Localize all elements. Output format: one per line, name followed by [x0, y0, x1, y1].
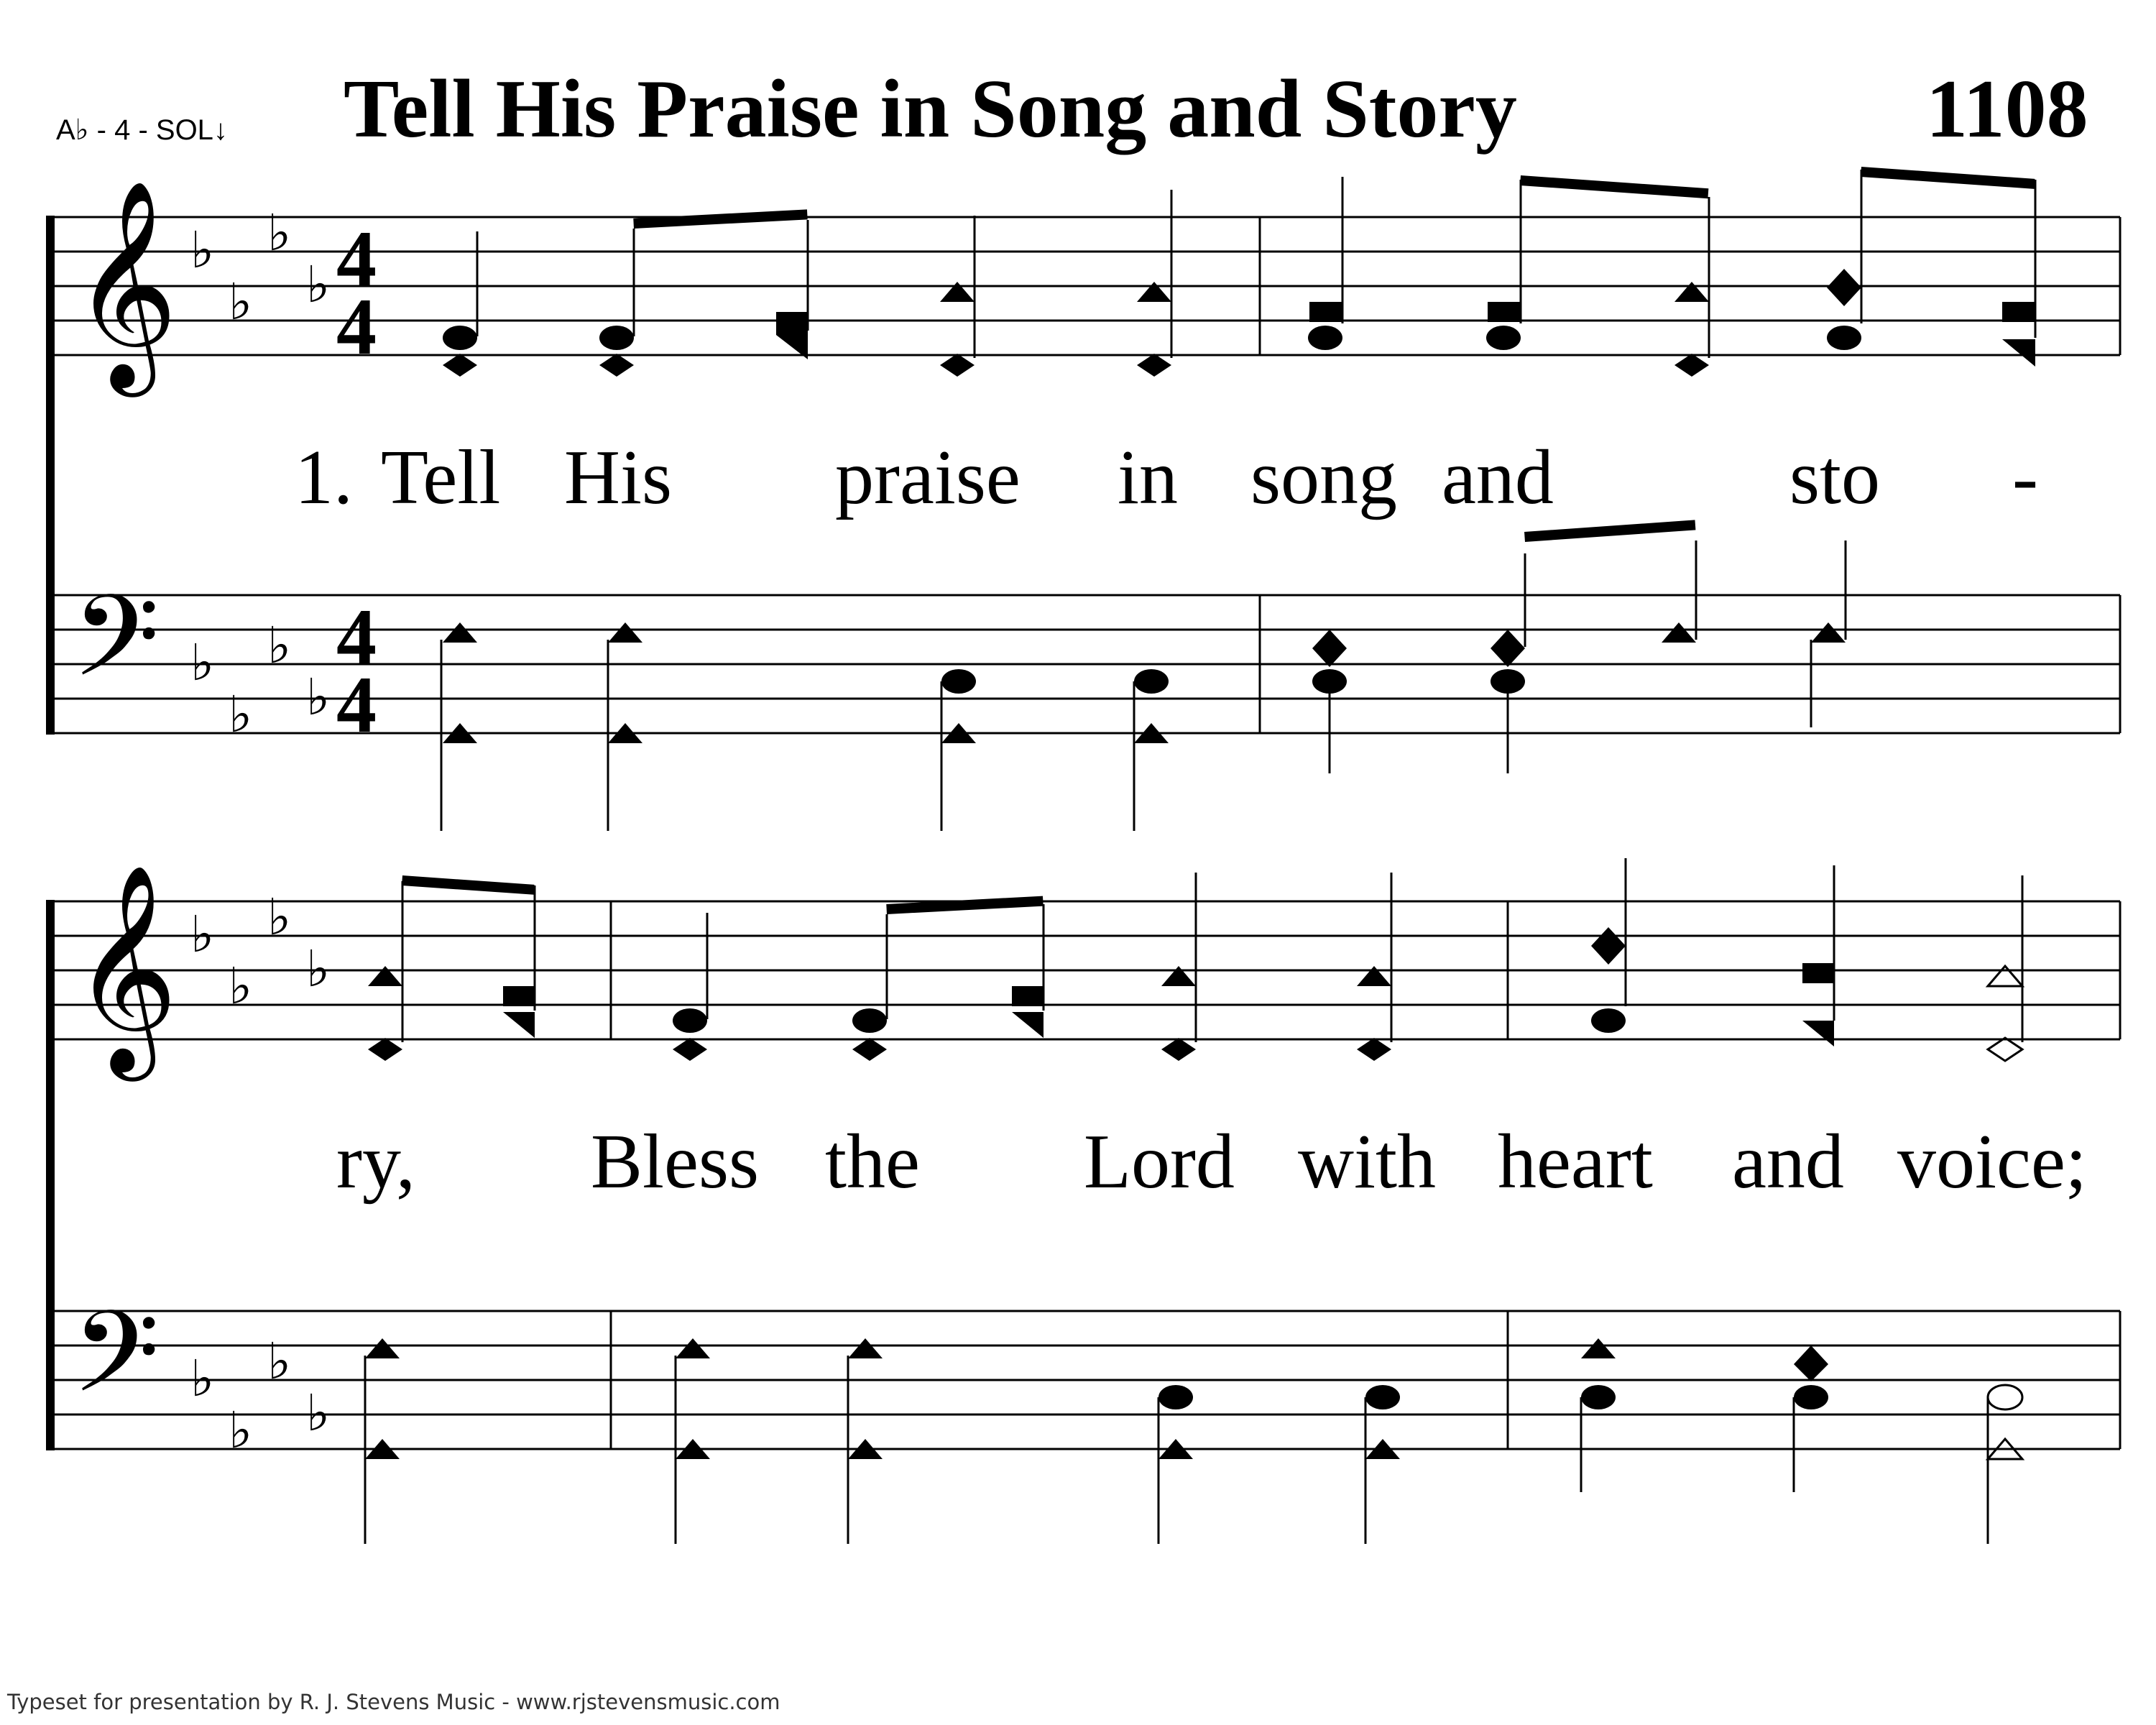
flat-sign: ♭	[306, 939, 331, 998]
bass-clef: 𝄢	[72, 571, 160, 730]
flat-sign: ♭	[267, 203, 292, 262]
flat-sign: ♭	[190, 1349, 215, 1408]
flat-sign: ♭	[229, 272, 253, 331]
flat-sign: ♭	[190, 221, 215, 280]
treble-clef: 𝄞	[72, 862, 178, 1072]
lyric-syllable: heart	[1498, 1119, 1653, 1205]
treble-clef: 𝄞	[72, 178, 178, 387]
key-info: A♭ - 4 - SOL↓	[56, 114, 228, 146]
system-1	[46, 167, 2120, 831]
bass-notes-3	[365, 1338, 2022, 1544]
time-signature-bottom: 4	[336, 661, 377, 750]
system-bracket	[46, 216, 55, 735]
flat-sign: ♭	[267, 888, 292, 947]
time-signature-top: 4	[336, 593, 377, 682]
flat-sign: ♭	[306, 1384, 331, 1443]
time-signature-bottom: 4	[336, 282, 377, 372]
hymn-number: 1108	[1926, 63, 2088, 155]
footer-credit: Typeset for presentation by R. J. Stevens Music - www.rjstevensmusic.com	[7, 1690, 780, 1714]
lyric-syllable: His	[564, 435, 673, 520]
flat-sign: ♭	[229, 1401, 253, 1460]
lyric-syllable: Tell	[381, 435, 501, 520]
flat-sign: ♭	[229, 685, 253, 744]
treble-notes-3	[368, 858, 2022, 1061]
flat-sign: ♭	[306, 668, 331, 727]
bass-clef: 𝄢	[72, 1287, 160, 1445]
lyric-hyphen: -	[2012, 435, 2038, 520]
bass-notes-2	[1312, 520, 1846, 773]
flat-sign: ♭	[306, 255, 331, 314]
flat-sign: ♭	[267, 1332, 292, 1391]
lyric-syllable: ry,	[336, 1119, 415, 1205]
flat-sign: ♭	[229, 957, 253, 1016]
lyric-syllable: voice;	[1897, 1119, 2087, 1205]
lyric-syllable: Lord	[1084, 1119, 1235, 1205]
lyric-syllable: the	[825, 1119, 920, 1205]
lyric-syllable: and	[1732, 1119, 1844, 1205]
lyric-syllable: with	[1298, 1119, 1437, 1205]
treble-notes-2	[1308, 167, 2035, 377]
flat-sign: ♭	[190, 905, 215, 964]
hymn-title: Tell His Praise in Song and Story	[344, 63, 1517, 155]
flat-sign: ♭	[190, 633, 215, 692]
lyric-syllable: praise	[835, 435, 1021, 520]
lyric-syllable: and	[1442, 435, 1554, 520]
verse-number: 1.	[295, 435, 353, 520]
lyric-syllable: in	[1118, 435, 1179, 520]
flat-sign: ♭	[267, 616, 292, 675]
time-signature-top: 4	[336, 215, 377, 304]
system-2	[46, 858, 2120, 1544]
lyric-syllable: Bless	[591, 1119, 760, 1205]
lyric-syllable: song	[1250, 435, 1398, 520]
bass-notes-1	[441, 622, 1169, 831]
system-bracket	[46, 900, 55, 1450]
lyric-syllable: sto	[1789, 435, 1881, 520]
